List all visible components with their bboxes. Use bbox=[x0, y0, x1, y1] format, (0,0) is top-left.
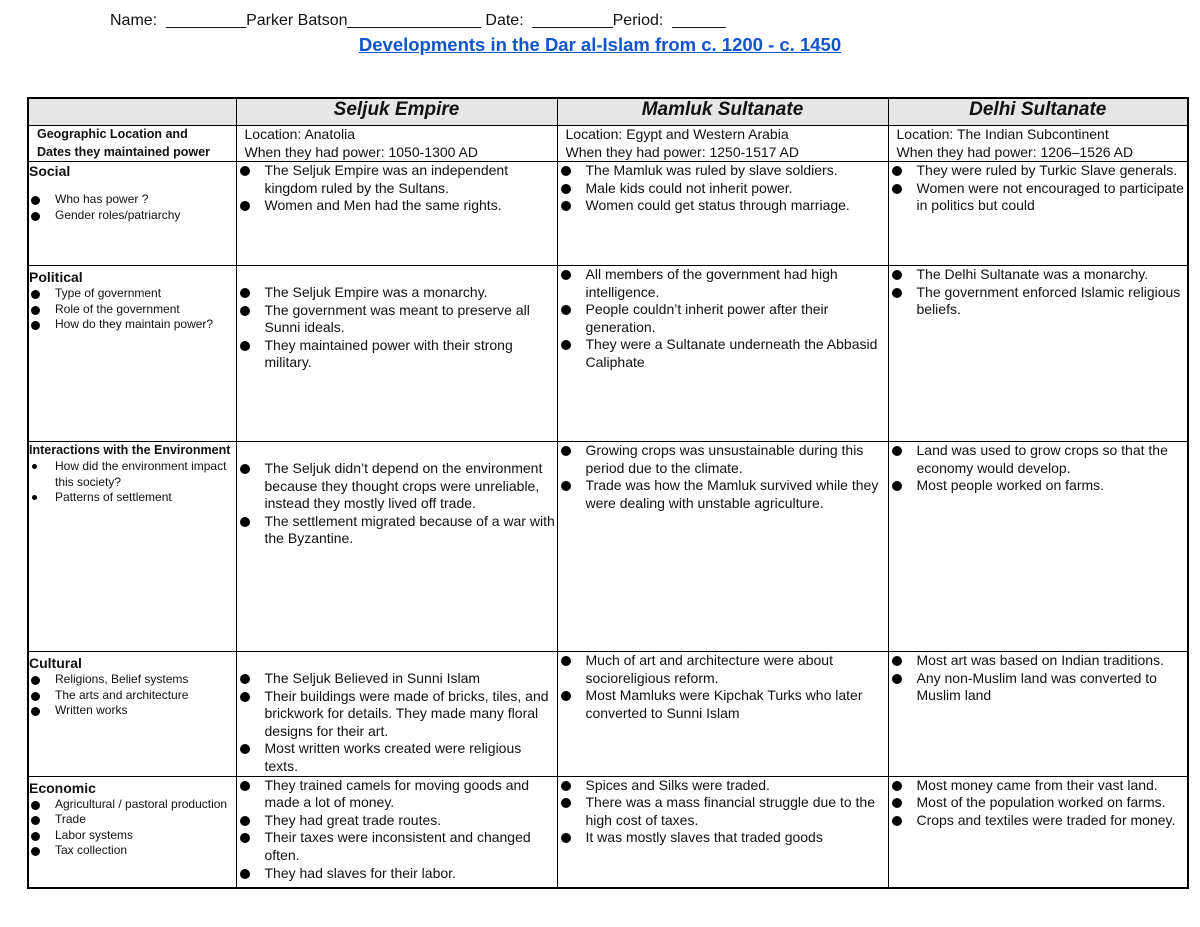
guiding-questions bbox=[29, 459, 236, 506]
row-political bbox=[28, 266, 1188, 442]
bullet-item: Spices and Silks were traded. bbox=[558, 777, 888, 795]
header-row bbox=[28, 98, 1188, 126]
question-item: Tax collection bbox=[29, 843, 236, 859]
bullet-item: All members of the government had high intelligence. bbox=[558, 266, 888, 301]
row-title: Economic bbox=[29, 779, 96, 796]
bullet-item: They trained camels for moving goods and made a lot of money. bbox=[237, 777, 557, 812]
row-header-environment bbox=[28, 442, 236, 652]
power-dates-text: When they had power: 1050-1300 AD bbox=[244, 143, 478, 160]
cell-social-delhi bbox=[888, 162, 1188, 266]
guiding-questions bbox=[29, 797, 236, 859]
power-dates-text: When they had power: 1250-1517 AD bbox=[565, 143, 799, 160]
bullet-item: Most art was based on Indian traditions. bbox=[889, 652, 1188, 670]
row-economic bbox=[28, 776, 1188, 888]
bullet-item: Land was used to grow crops so that the economy would develop. bbox=[889, 442, 1188, 477]
location-text: Location: Anatolia bbox=[244, 126, 356, 142]
bullet-item: Their taxes were inconsistent and changed often. bbox=[237, 829, 557, 864]
row-header-cultural bbox=[28, 652, 236, 777]
question-item: Gender roles/patriarchy bbox=[29, 208, 236, 224]
bullet-item: Women could get status through marriage. bbox=[558, 197, 888, 215]
cell-political-seljuk bbox=[236, 266, 557, 442]
bullet-item: The settlement migrated because of a war with the Byzantine. bbox=[237, 513, 557, 548]
bullet-item: Women and Men had the same rights. bbox=[237, 197, 557, 215]
cell-environment-delhi bbox=[888, 442, 1188, 652]
location-text: Location: The Indian Subcontinent bbox=[896, 126, 1109, 142]
bullet-item: Most money came from their vast land. bbox=[889, 777, 1188, 795]
bullet-item: They had great trade routes. bbox=[237, 812, 557, 830]
cell-political-mamluk bbox=[557, 266, 888, 442]
cell-economic-mamluk bbox=[557, 776, 888, 888]
bullet-item: Their buildings were made of bricks, tiles, and brickwork for details. They made many floral designs for their art. bbox=[237, 688, 557, 741]
bullet-item: Most of the population worked on farms. bbox=[889, 794, 1188, 812]
cell-environment-mamluk bbox=[557, 442, 888, 652]
question-item: How did the environment impact this society? bbox=[29, 459, 236, 490]
bullet-item: The Delhi Sultanate was a monarchy. bbox=[889, 266, 1188, 284]
row-title: Cultural bbox=[29, 655, 82, 671]
row-cultural bbox=[28, 652, 1188, 777]
bullet-item: Any non-Muslim land was converted to Muslim land bbox=[889, 670, 1188, 705]
bullet-item: They were ruled by Turkic Slave generals. bbox=[889, 162, 1188, 180]
bullet-item: Growing crops was unsustainable during this period due to the climate. bbox=[558, 442, 888, 477]
bullet-item: Most Mamluks were Kipchak Turks who later converted to Sunni Islam bbox=[558, 687, 888, 722]
guiding-questions bbox=[29, 192, 236, 223]
bullet-item: Male kids could not inherit power. bbox=[558, 180, 888, 198]
geo-cell-seljuk bbox=[236, 126, 557, 162]
row-header-political bbox=[28, 266, 236, 442]
cell-political-delhi bbox=[888, 266, 1188, 442]
cell-economic-seljuk bbox=[236, 776, 557, 888]
student-info-line: Name: _________Parker Batson_______________ Date: _________Period: ______ bbox=[110, 12, 726, 29]
geo-cell-mamluk bbox=[557, 126, 888, 162]
cell-social-mamluk bbox=[557, 162, 888, 266]
question-item: Religions, Belief systems bbox=[29, 672, 236, 688]
row-header-economic bbox=[28, 776, 236, 888]
column-header-seljuk: Seljuk Empire bbox=[236, 98, 557, 126]
corner-cell bbox=[28, 98, 236, 126]
question-item: Labor systems bbox=[29, 828, 236, 844]
bullet-item: Most written works created were religious texts. bbox=[237, 740, 557, 775]
question-item: Trade bbox=[29, 812, 236, 828]
cell-social-seljuk bbox=[236, 162, 557, 266]
bullet-item: Trade was how the Mamluk survived while they were dealing with unstable agriculture. bbox=[558, 477, 888, 512]
bullet-item: The Seljuk Empire was an independent kingdom ruled by the Sultans. bbox=[237, 162, 557, 197]
bullet-item: The Seljuk Believed in Sunni Islam bbox=[237, 670, 557, 688]
question-item: Patterns of settlement bbox=[29, 490, 236, 506]
row-header-social bbox=[28, 162, 236, 266]
power-dates-text: When they had power: 1206–1526 AD bbox=[896, 143, 1134, 160]
cell-environment-seljuk bbox=[236, 442, 557, 652]
bullet-item: Women were not encouraged to participate in politics but could bbox=[889, 180, 1188, 215]
row-title: Interactions with the Environment bbox=[29, 443, 231, 457]
bullet-item: The government enforced Islamic religious beliefs. bbox=[889, 284, 1188, 319]
question-item: Role of the government bbox=[29, 302, 236, 318]
cell-economic-delhi bbox=[888, 776, 1188, 888]
bullet-item: They had slaves for their labor. bbox=[237, 865, 557, 883]
row-title: Social bbox=[29, 163, 71, 179]
bullet-item: People couldn’t inherit power after their generation. bbox=[558, 301, 888, 336]
question-item: Agricultural / pastoral production bbox=[29, 797, 236, 813]
column-header-delhi: Delhi Sultanate bbox=[888, 98, 1188, 126]
comparison-chart bbox=[27, 97, 1189, 889]
geo-label-line2: Dates they maintained power bbox=[37, 144, 210, 159]
bullet-item: It was mostly slaves that traded goods bbox=[558, 829, 888, 847]
question-item: The arts and architecture bbox=[29, 688, 236, 704]
row-social bbox=[28, 162, 1188, 266]
bullet-item: Most people worked on farms. bbox=[889, 477, 1188, 495]
bullet-item: They maintained power with their strong military. bbox=[237, 337, 557, 372]
cell-cultural-seljuk bbox=[236, 652, 557, 777]
guiding-questions bbox=[29, 672, 236, 719]
geo-label-line1: Geographic Location and bbox=[37, 127, 188, 141]
question-item: Written works bbox=[29, 703, 236, 719]
row-environment bbox=[28, 442, 1188, 652]
row-title: Political bbox=[29, 269, 83, 285]
bullet-item: The Seljuk Empire was a monarchy. bbox=[237, 284, 557, 302]
location-text: Location: Egypt and Western Arabia bbox=[565, 126, 789, 142]
page-title: Developments in the Dar al-Islam from c. 1200 - c. 1450 bbox=[358, 34, 842, 55]
bullet-item: There was a mass financial struggle due to the high cost of taxes. bbox=[558, 794, 888, 829]
cell-cultural-delhi bbox=[888, 652, 1188, 777]
cell-cultural-mamluk bbox=[557, 652, 888, 777]
column-header-mamluk: Mamluk Sultanate bbox=[557, 98, 888, 126]
question-item: Type of government bbox=[29, 286, 236, 302]
bullet-item: Crops and textiles were traded for money. bbox=[889, 812, 1188, 830]
geo-row bbox=[28, 126, 1188, 162]
bullet-item: The government was meant to preserve all Sunni ideals. bbox=[237, 302, 557, 337]
bullet-item: They were a Sultanate underneath the Abbasid Caliphate bbox=[558, 336, 888, 371]
bullet-item: The Mamluk was ruled by slave soldiers. bbox=[558, 162, 888, 180]
geo-label-cell bbox=[28, 126, 236, 162]
question-item: How do they maintain power? bbox=[29, 317, 236, 333]
guiding-questions bbox=[29, 286, 236, 333]
bullet-item: The Seljuk didn’t depend on the environment because they thought crops were unreliable, instead they mostly lived off trade. bbox=[237, 460, 557, 513]
question-item: Who has power ? bbox=[29, 192, 236, 208]
geo-cell-delhi bbox=[888, 126, 1188, 162]
bullet-item: Much of art and architecture were about socioreligious reform. bbox=[558, 652, 888, 687]
page-title-wrap bbox=[0, 34, 1200, 56]
